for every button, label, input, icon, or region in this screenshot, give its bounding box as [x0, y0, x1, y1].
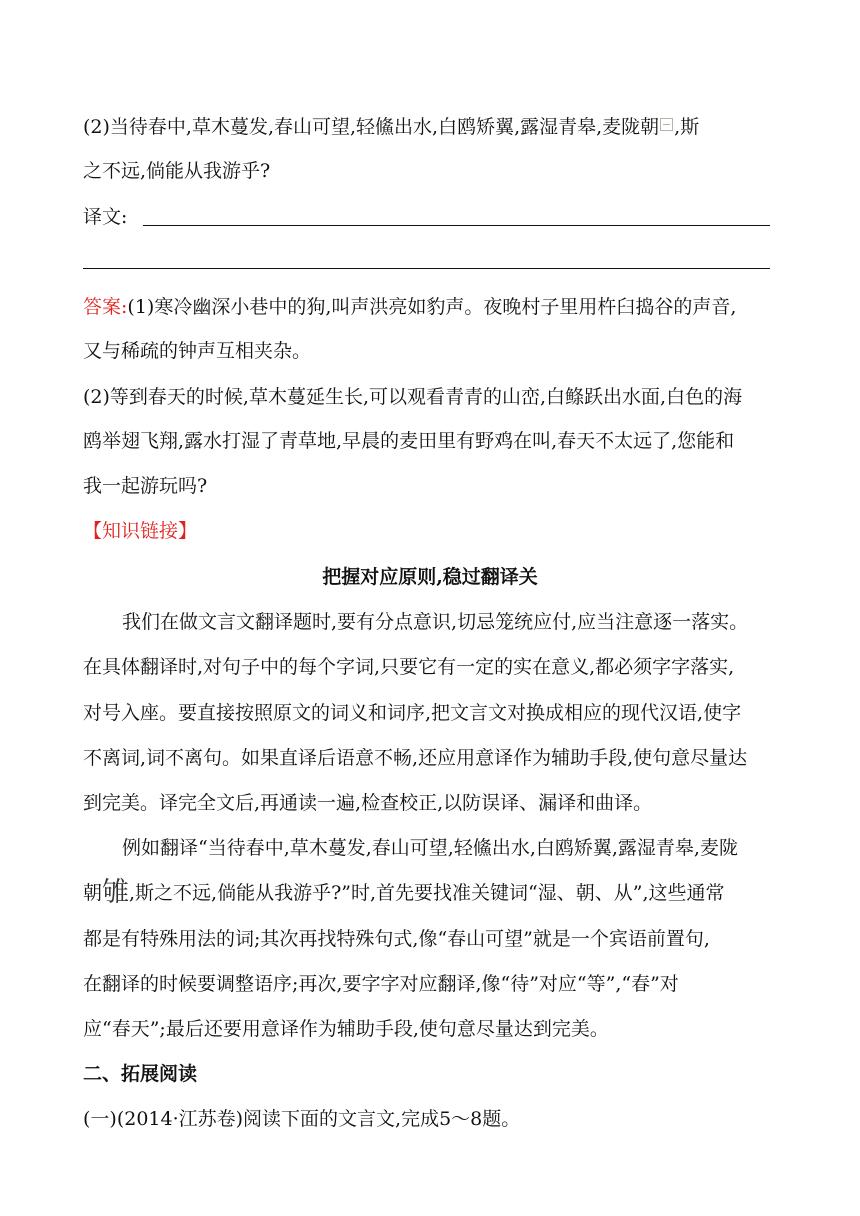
answer-line-5: 我一起游玩吗? — [83, 475, 208, 497]
knowledge-link-label: 【知识链接】 — [83, 520, 198, 542]
section-2-heading: 二、拓展阅读 — [83, 1063, 198, 1085]
paragraph-2-line: 例如翻译“当待春中,草木蔓发,春山可望,轻鯈出水,白鸥矫翼,露湿青皋,麦陇 — [122, 837, 738, 859]
answer-text-1: (1)寒冷幽深小巷中的狗,叫声洪亮如豹声。夜晚村子里用杵臼捣谷的声音, — [127, 296, 737, 318]
paragraph-1-line: 不离词,词不离句。如果直译后语意不畅,还应用意译作为辅助手段,使句意尽量达 — [83, 747, 748, 769]
question-2-text: (2)当待春中,草木蔓发,春山可望,轻鯈出水,白鸥矫翼,露湿青皋,麦陇朝 — [83, 116, 660, 138]
paragraph-2-line: 在翻译的时候要调整语序;再次,要字字对应翻译,像“待”对应“等”,“春”对 — [83, 973, 679, 995]
answer-line-1 — [83, 294, 773, 320]
question-2-text-end: ,斯 — [674, 116, 700, 138]
paragraph-1-line: 到完美。译完全文后,再通读一遍,检查校正,以防误译、漏译和曲译。 — [83, 792, 653, 814]
translation-blank-line-1[interactable] — [143, 225, 770, 226]
translation-label: 译文: — [83, 206, 128, 228]
paragraph-1-line: 对号入座。要直接按照原文的词义和词序,把文言文对换成相应的现代汉语,使字 — [83, 702, 742, 724]
translation-blank-line-2[interactable] — [83, 268, 770, 269]
paragraph-2-line: 应“春天”;最后还要用意译作为辅助手段,使句意尽量达到完美。 — [83, 1018, 609, 1040]
paragraph-2-text-end: ,斯之不远,倘能从我游乎?”时,首先要找准关键词“湿、朝、从”,这些通常 — [129, 882, 725, 904]
answer-line-4: 鸥举翅飞翔,露水打湿了青草地,早晨的麦田里有野鸡在叫,春天不太远了,您能和 — [83, 430, 735, 452]
question-2-line-2: 之不远,倘能从我游乎? — [83, 160, 271, 182]
section-2-instruction: (一)(2014·江苏卷)阅读下面的文言文,完成5～8题。 — [83, 1108, 521, 1130]
knowledge-title: 把握对应原则,稳过翻译关 — [322, 566, 538, 588]
answer-line-3: (2)等到春天的时候,草木蔓延生长,可以观看青青的山峦,白鲦跃出水面,白色的海 — [83, 386, 743, 408]
answer-line-2: 又与稀疏的钟声互相夹杂。 — [83, 340, 312, 362]
question-2-line-1 — [83, 114, 773, 140]
rare-character: 雊 — [102, 877, 130, 908]
paragraph-2-line — [83, 877, 773, 908]
paragraph-2-line: 都是有特殊用法的词;其次再找特殊句式,像“春山可望”就是一个宾语前置句, — [83, 928, 710, 950]
paragraph-1-line: 在具体翻译时,对句子中的每个字词,只要它有一定的实在意义,都必须字字落实, — [83, 656, 735, 678]
answer-label: 答案: — [83, 296, 128, 318]
paragraph-2-text: 朝 — [83, 882, 103, 904]
missing-glyph-icon — [660, 118, 673, 131]
paragraph-1-line: 我们在做文言文翻译题时,要有分点意识,切忌笼统应付,应当注意逐一落实。 — [122, 611, 749, 633]
